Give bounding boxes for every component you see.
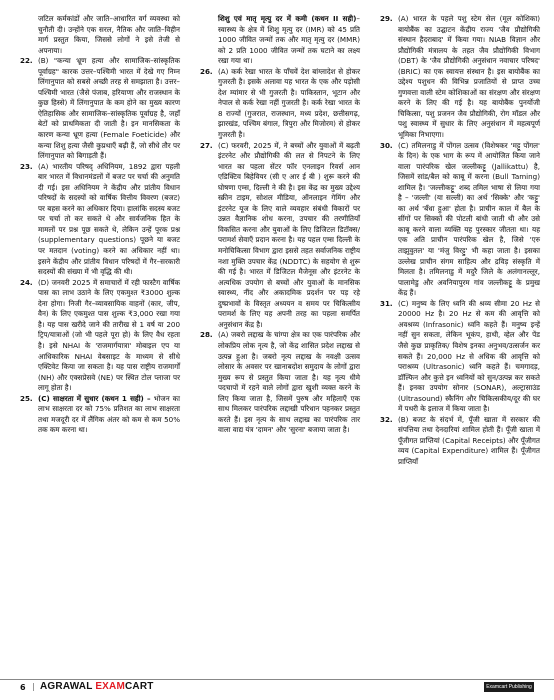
answer-number: 31. — [380, 298, 393, 308]
answer-number: 27. — [200, 140, 213, 150]
brand-cart: CART — [125, 681, 154, 692]
answer-text: (A) जबरो लद्दाख के चांग्पा क्षेत्र का एक पारंपरिक और लोकप्रिय लोक नृत्य है, जो केंद्र शासित प्रदेश लद्दाख से उत्पन्न हुआ है। जबरो नृत्य लद्दाख के नवक्षी उत्सव लोसार के अवसर पर खानाबदोश समुदाय के लोगों द्वारा मुख्य रूप से प्रस्तुत किया जाता है। यह नृत्य धीमे पदचापों में रहने वाले लोगों द्वारा खुशी व्यक्त करने के लिए किया जाता है, जिसमें पुरुष और महिलाएँ एक साथ मिलकर पारंपरिक लद्दाखी परिधान पहनकर प्रस्तुत करते हैं। इस नृत्य के साथ लद्दाख का पारंपरिक तार वाला वाद्य यंत्र 'दामन' और 'सुरना' बजाया जाता है। — [218, 330, 360, 435]
answer-22 — [20, 56, 180, 161]
answer-number: 24. — [20, 277, 33, 287]
answer-text: भोजन का लाभ साक्षरता दर को 75% प्रतिशत का लाभ साक्षरता तथा मजदूरी दर में लैंगिक अंतर को कम से कम 50% तक कम करना था। — [38, 393, 181, 435]
footer-separator: | — [32, 682, 35, 691]
answer-31 — [380, 299, 540, 415]
answer-32 — [380, 415, 540, 468]
answer-24 — [20, 278, 180, 394]
answer-heading: (C) साक्षरता में सुधार (कथन 1 सही) – — [38, 393, 151, 403]
answer-27 — [200, 141, 360, 331]
answer-text: (A) कर्क रेखा भारत के पाँचवें देश बांग्लादेश से होकर गुजरती है। इसके अलावा यह भारत के एक और पड़ोसी देश म्यांमार से भी गुजरती है। पाकिस्तान, भूटान और नेपाल से कर्क रेखा नहीं गुजरती है। कर्क रेखा भारत के 8 राज्यों (गुजरात, राजस्थान, मध्य प्रदेश, छत्तीसगढ़, झारखंड, पश्चिम बंगाल, त्रिपुरा और मिजोरम) से होकर गुजरती है। — [218, 66, 360, 140]
continued-paragraph — [200, 14, 360, 67]
answer-29 — [380, 14, 540, 141]
page-footer — [0, 679, 554, 696]
answer-text: (B) "कन्या भ्रूण हत्या और सामाजिक–सांस्कृतिक पूर्वाग्रह" कारक उत्तर–पश्चिमी भारत में देखे गए निम्न लिंगानुपात को सबसे अच्छी तरह से समझाता है। उत्तर–पश्चिमी भारत (जैसे पंजाब, हरियाणा और राजस्थान के कुछ हिस्से) में लिंगानुपात के कम होने का मुख्य कारण ऐतिहासिक और सामाजिक–सांस्कृतिक पूर्वाग्रह है, जहाँ बेटों को प्राथमिकता दी जाती है। इन मानसिकता के कारण कन्या भ्रूण हत्या (Female Foeticide) और कन्या शिशु हत्या जैसी कुप्रथाएँ बढ़ी हैं, जो सीधे तौर पर लिंगानुपात को बिगाड़ती हैं। — [38, 56, 180, 161]
answer-number: 30. — [380, 140, 393, 150]
answer-number: 28. — [200, 330, 213, 340]
answer-26 — [200, 67, 360, 141]
continued-paragraph: जटिल कर्मकांडों और जाति–आधारित वर्ग व्यवस्था को चुनौती दी। उन्होंने एक सरल, नैतिक और जाति–विहीन मार्ग प्रस्तुत किया, जिससे लोगों ने इसे तेजी से अपनाया। — [38, 14, 180, 55]
answer-number: 26. — [200, 66, 213, 76]
answer-heading: शिशु एवं मातृ मृत्यु दर में कमी (कथन II सही) — [218, 14, 357, 23]
page-number: 6 — [20, 683, 26, 692]
answer-number: 23. — [20, 161, 33, 171]
brand-name: AGRAWAL — [40, 681, 96, 692]
answer-number: 29. — [380, 14, 393, 23]
answer-28 — [200, 330, 360, 435]
brand-exam: EXAM — [95, 681, 126, 692]
answer-number: 22. — [20, 56, 33, 66]
brand-logo — [40, 681, 154, 692]
answer-text: – स्वास्थ्य के क्षेत्र में शिशु मृत्यु दर (IMR) को 45 प्रति 1000 जीवित जन्मों तक और मातृ मृत्यु दर (MMR) को 2 प्रति 1000 जीवित जन्मों तक घटाने का लक्ष्य रखा गया था। — [218, 14, 360, 66]
answer-30 — [380, 141, 540, 299]
answer-text: (D) जनवरी 2025 में समाचारों में रही फास्टैग वार्षिक पास का लाभ उठाने के लिए एकमुश्त ₹3000 शुल्क देना होगा। निजी गैर–व्यावसायिक वाहनों (कार, जीप, वैन) के लिए एकमुश्त पास शुल्क ₹3,000 रखा गया है। यह पास खरीदे जाने की तारीख से 1 वर्ष या 200 ट्रिप/यात्राओं (जो भी पहले पूरा हो) के लिए वैध रहता है। इसे NHAI के 'राजमार्गयात्रा' मोबाइल एप या आधिकारिक NHAI वेबसाइट के माध्यम से सीधे एक्टिवेट किया जा सकता है। यह पास राष्ट्रीय राजमार्गों (NH) और एक्सप्रेसवे (NE) पर स्थित टोल प्लाजा पर लागू होता है। — [38, 277, 180, 393]
answer-text: (A) भारत के पहले पशु स्टेम सेल (मूल कोशिका) बायोबैंक का उद्घाटन केंद्रीय राज्य 'जैव प्रौद्योगिकी संस्थान हैदराबाद' में किया गया। NIAB विज्ञान और प्रौद्योगिकी मंत्रालय के तहत जैव प्रौद्योगिकी विभाग (DBT) के 'जैव प्रौद्योगिकी अनुसंधान नवाचार परिषद' (BRIC) का एक स्वायत्त संस्थान है। इस बायोबैंक का उद्देश्य पशुधन की विभिन्न प्रजातियों से प्राप्त उच्च गुणवत्ता वाली स्टेम कोशिकाओं का संरक्षण और संरक्षण करने के लिए की गई है। यह बायोबैंक पुनर्योजी चिकित्सा, पशु प्रजनन जैव प्रौद्योगिकी, रोग मॉडल और पशु स्वास्थ्य में सुधार के लिए अनुसंधान में महत्वपूर्ण भूमिका निभाएगा। — [398, 14, 540, 140]
answer-text: (A) भारतीय परिषद् अधिनियम, 1892 द्वारा पहली बार भारत में विधानमंडलों में बजट पर चर्चा की अनुमति दी गई। इस अधिनियम ने केंद्रीय और प्रांतीय विधान परिषदों के सदस्यों को वार्षिक वित्तीय विवरण (बजट) पर बहस करने का अधिकार दिया। हालांकि सदस्य बजट पर चर्चा तो कर सकते थे और सार्वजनिक हित के मामलों पर प्रश्न पूछ सकते थे, लेकिन उन्हें पूरक प्रश्न (supplementary questions) पूछने या बजट पर मतदान (voting) करने का अधिकार नहीं था। इसने केंद्रीय और प्रांतीय विधान परिषदों में गैर–सरकारी सदस्यों की संख्या में भी वृद्धि की थी। — [38, 161, 180, 277]
answer-text: (B) बजट के संदर्भ में, पूँजी खाता में सरकार की संपत्तिया तथा देनदारियां शामिल होती हैं। पूँजी खाता में पूँजीगत प्राप्तियां (Capital Receipts) और पूँजीगत व्यय (Capital Expenditure) शामिल हैं। पूँजीगत प्राप्तियाँ — [398, 414, 540, 466]
answer-25 — [20, 394, 180, 436]
answer-text: (C) तमिलनाडु में पोंगल उत्सव (विशेषकर 'मट्टू पोंगल' के दिन) के एक भाग के रूप में आयोजित किया जाने वाला पारंपरिक खेल जल्लीकट्टू (Jallikattu) है, जिसमें सांड/बैल को काबू में करना (Bull Taming) शामिल है। 'जल्लीकट्टू' शब्द तमिल भाषा से लिया गया है – 'जल्ली' (या सल्ली) का अर्थ 'सिक्के' और 'कट्टु' का अर्थ 'बँधा हुआ' होता है। प्राचीन काल में बैल के सींगों पर सिक्कों की पोटली बांधी जाती थी और उसे काबू करने वाला व्यक्ति यह पुरस्कार जीतता था। यह एक अति प्राचीन पारंपरिक खेल है, जिसे 'एरु ताझुवुतल' या 'मंजु विरट्टु' भी कहा जाता है। इसका उल्लेख प्राचीन संगम साहित्य और द्रविड़ संस्कृति में मिलता है। तमिलनाडु में मदुरै जिले के अलंगानल्लूर, पालामेडु और अवनियापुरम गांव जल्लीकट्टू के प्रमुख केंद्र हैं। — [398, 140, 540, 298]
column-middle — [200, 14, 360, 436]
answer-text: (C) फरवरी, 2025 में, ने बच्चों और युवाओं में बढ़ती इंटरनेट और प्रौद्योगिकी की लत से निपटने के लिए भारत का पहला सेंटर फॉर एनलाइन रिवर्स आन एडिक्टिव बिहेवियर (सी ए आर ई बी ) शुरू करने की घोषणा एम्स, दिल्ली ने की है। इस केंद्र का मुख्य उद्देश्य स्क्रीन टाइम, सोशल मीडिया, ऑनलाइन गेमिंग और इंटरनेट यूज के लिए वाले व्यवहार संबंधी विकारों पर उन्नत वैज्ञानिक शोध करना, उपचार की तरणीतियाँ विकसित करना और युवाओं के लिए डिजिटल डिटॉक्स/परामर्श सेवाएँ प्रदान करना है। यह पहल एम्स दिल्ली के मनोचिकित्सा विभाग द्वारा इससे तहत सर्वाजनिक राष्ट्रीय नशा मुक्ति उपचार केंद्र (NDDTC) के सहयोग से शुरू की गई है। भारत में डिजिटल मैजेनूस और इंटरनेट के अत्यधिक उपयोग से बच्चों और युवाओं के मानसिक स्वास्थ्य, नींद और अकादमिक प्रदर्शन पर पड़ रहे दुष्प्रभावों के विस्तृत अध्ययन व समय पर चिकित्सीय परामर्श के लिए यह अपनी तरह का पहला समर्पित अनुसंधान केंद्र है। — [218, 140, 360, 329]
column-right — [380, 14, 540, 468]
answer-number: 25. — [20, 393, 33, 403]
column-left — [20, 14, 180, 436]
answer-number: 32. — [380, 414, 393, 424]
answer-23 — [20, 162, 180, 278]
answer-text: (C) मनुष्य के लिए ध्वनि की श्रव्य सीमा 20 Hz से 20000 Hz है। 20 Hz से कम की आवृत्ति को अवश्रव्य (Infrasonic) ध्वनि कहते हैं। मनुष्य इन्हें नहीं सुन सकता, लेकिन भूकंप, हाथी, व्हेल और पेंड जैसे कुछ प्राकृतिक/ विशेष इनका अनुभव/उत्सर्जन कर सकते हैं। 20,000 Hz से अधिक की आवृत्ति को पराश्रव्य (Ultrasonic) ध्वनि कहते हैं। चमगादड़, डॉल्फिन और कुत्ते इन ध्वनियों को सुन/उत्पन्न कर सकते हैं। इनका उपयोग सोनार (SONAR), अल्ट्रासाउंड (Ultrasound) स्कैनिंग और चिकित्सकीय/दूर की घर में पथरी के इलाज में किया जाता है। — [398, 298, 540, 414]
publisher-logo: Examcart Publishing — [484, 682, 534, 692]
